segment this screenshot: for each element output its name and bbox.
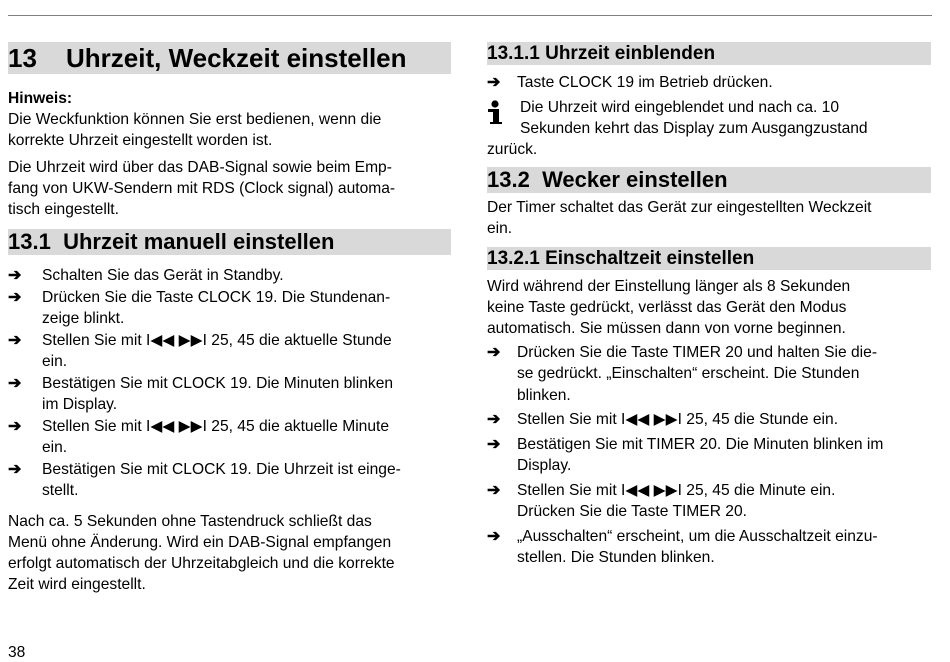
footer-line-3: erfolgt automatisch der Uhrzeitabgleich und die korrekte [8, 554, 395, 572]
manual-time-steps [8, 265, 451, 502]
note-line-2: korrekte Uhrzeit eingestellt worden ist. [8, 132, 273, 149]
arrow-right-icon: ➔ [487, 435, 501, 453]
info-note [487, 97, 931, 139]
arrow-right-icon: ➔ [8, 460, 22, 478]
dab-line-2: fang von UKW-Sendern mit RDS (Clock signal) automa- [8, 180, 396, 197]
footer-line-1: Nach ca. 5 Sekunden ohne Tastendruck schließt das [8, 512, 372, 530]
step-line: stellen. Die Stunden blinken. [517, 549, 715, 566]
intro-line-2: keine Taste gedrückt, verlässt das Gerät den Modus [487, 298, 847, 316]
timer-line-2: ein. [487, 219, 513, 237]
section-13-2-title: Wecker einstellen [542, 166, 728, 192]
step-item [8, 287, 451, 330]
step-line: Drücken Sie die Taste TIMER 20. [517, 503, 747, 520]
info-line-1: Die Uhrzeit wird eingeblendet und nach ca. 10 [520, 98, 840, 116]
step-line: ein. [42, 439, 68, 456]
dab-line-3: tisch eingestellt. [8, 201, 119, 218]
step-item [487, 72, 931, 94]
show-time-steps [487, 72, 931, 94]
step-line: Stellen Sie mit I◀◀ ▶▶I 25, 45 die Stunde ein. [517, 411, 839, 428]
section-13-2-number: 13.2 [487, 166, 530, 192]
arrow-right-icon: ➔ [8, 267, 22, 284]
info-line-2: Sekunden kehrt das Display zum Ausgangzustand [520, 119, 868, 137]
page-number: 38 [8, 644, 26, 661]
arrow-right-icon: ➔ [487, 527, 501, 545]
step-line: Stellen Sie mit I◀◀ ▶▶I 25, 45 die aktuelle Stunde [42, 331, 392, 349]
step-line: Drücken Sie die Taste TIMER 20 und halten Sie die- [517, 343, 878, 361]
note-line-1: Die Weckfunktion können Sie erst bedienen, wenn die [8, 111, 382, 128]
note-label: Hinweis: [8, 90, 73, 107]
step-item [8, 373, 451, 416]
step-line: Drücken Sie die Taste CLOCK 19. Die Stundenan- [42, 288, 391, 306]
section-13-1-heading [8, 229, 451, 255]
dab-line-1: Die Uhrzeit wird über das DAB-Signal sowie beim Emp- [8, 159, 392, 176]
footer-line-4: Zeit wird eingestellt. [8, 575, 146, 593]
step-line: Stellen Sie mit I◀◀ ▶▶I 25, 45 die aktuelle Minute [42, 417, 390, 435]
step-line: Schalten Sie das Gerät in Standby. [42, 267, 284, 284]
right-column [487, 42, 931, 569]
intro-line-1: Wird während der Einstellung länger als 8 Sekunden [487, 277, 851, 295]
arrow-right-icon: ➔ [487, 411, 501, 428]
step-line: Taste CLOCK 19 im Betrieb drücken. [517, 74, 773, 91]
section-13-heading [8, 42, 451, 74]
step-line: Bestätigen Sie mit CLOCK 19. Die Uhrzeit ist einge- [42, 460, 401, 478]
step-line: stellt. [42, 482, 79, 499]
step-line: Stellen Sie mit I◀◀ ▶▶I 25, 45 die Minute ein. [517, 481, 836, 499]
step-line: „Ausschalten“ erscheint, um die Ausschaltzeit einzu- [517, 527, 878, 545]
arrow-right-icon: ➔ [8, 417, 22, 435]
step-item [487, 434, 931, 477]
info-person-icon [487, 100, 509, 124]
step-item [487, 409, 931, 431]
info-tail: zurück. [487, 140, 538, 158]
step-line: im Display. [42, 396, 118, 413]
step-item [8, 416, 451, 459]
step-line: Bestätigen Sie mit CLOCK 19. Die Minuten blinken [42, 374, 394, 392]
top-rule [8, 15, 932, 16]
section-13-title: Uhrzeit, Weckzeit einstellen [66, 43, 407, 73]
step-line: zeige blinkt. [42, 310, 125, 327]
step-line: blinken. [517, 386, 571, 404]
left-column [8, 42, 451, 595]
step-line: se gedrückt. „Einschalten“ erscheint. Die Stunden [517, 365, 860, 382]
step-item [487, 480, 931, 523]
arrow-right-icon: ➔ [487, 481, 501, 499]
step-item [8, 459, 451, 502]
section-13-number: 13 [8, 43, 37, 73]
arrow-right-icon: ➔ [487, 343, 501, 361]
section-13-2-1-heading: 13.2.1 Einschaltzeit einstellen [487, 247, 931, 270]
step-item [8, 265, 451, 287]
step-item [8, 330, 451, 373]
section-13-1-title: Uhrzeit manuell einstellen [63, 229, 335, 254]
section-13-1-1-heading: 13.1.1 Uhrzeit einblenden [487, 42, 931, 65]
section-13-1-number: 13.1 [8, 229, 51, 254]
intro-line-3: automatisch. Sie müssen dann von vorne beginnen. [487, 319, 846, 337]
timer-line-1: Der Timer schaltet das Gerät zur eingestellten Weckzeit [487, 198, 872, 216]
on-time-steps [487, 342, 931, 569]
step-line: ein. [42, 353, 68, 370]
arrow-right-icon: ➔ [487, 74, 501, 91]
arrow-right-icon: ➔ [8, 331, 22, 349]
step-line: Display. [517, 457, 572, 474]
step-line: Bestätigen Sie mit TIMER 20. Die Minuten blinken im [517, 435, 884, 453]
section-13-2-heading [487, 167, 931, 193]
footer-line-2: Menü ohne Änderung. Wird ein DAB-Signal empfangen [8, 533, 392, 551]
step-item [487, 526, 931, 569]
step-item [487, 342, 931, 407]
arrow-right-icon: ➔ [8, 374, 22, 392]
arrow-right-icon: ➔ [8, 288, 22, 306]
